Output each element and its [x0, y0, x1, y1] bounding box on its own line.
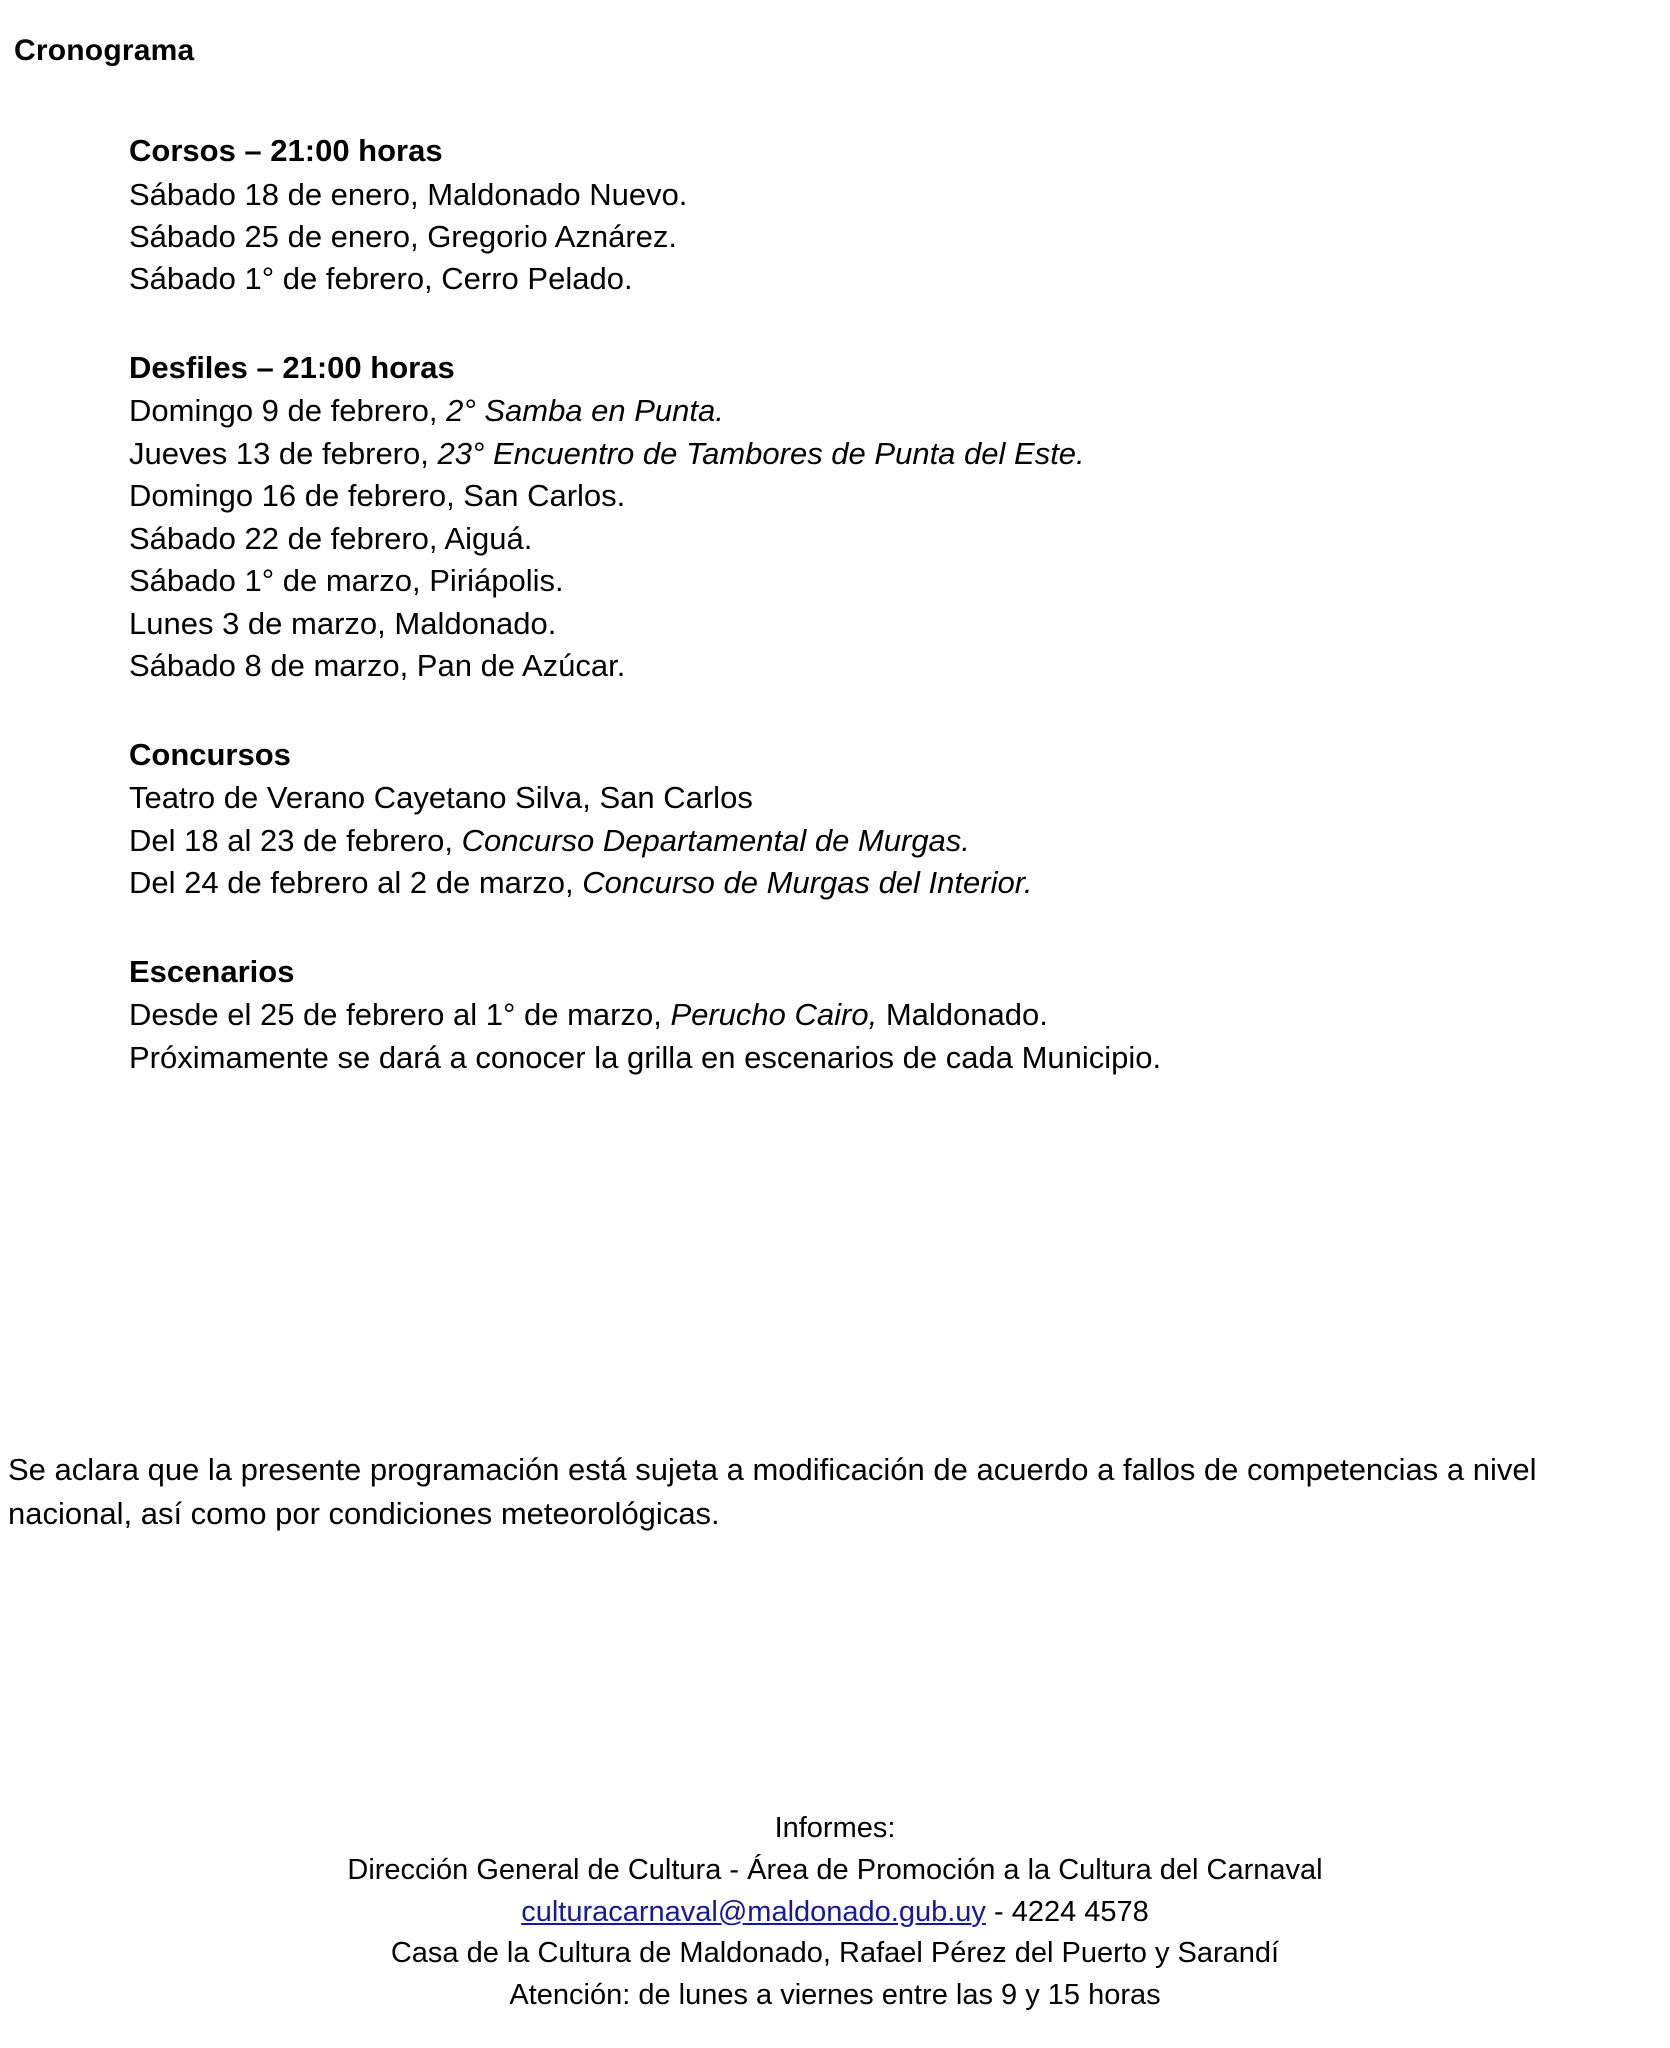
schedule-line — [129, 603, 1656, 645]
footer-hours: Atención: de lunes a viernes entre las 9 y 15 horas — [509, 1979, 1161, 2011]
line-text: Sábado 1° de marzo, Piriápolis. — [129, 563, 564, 599]
phone-number: 4224 4578 — [1011, 1895, 1149, 1928]
disclaimer-paragraph: Se aclara que la presente programación está sujeta a modificación de acuerdo a fallos de competencias a nivel nacional, así como por condiciones meteorológicas. — [8, 1452, 1537, 1532]
line-text: Sábado 22 de febrero, Aiguá. — [129, 520, 533, 556]
schedule-line — [129, 1037, 1656, 1079]
schedule-line — [129, 820, 1656, 862]
footer-organization: Dirección General de Cultura - Área de Promoción a la Cultura del Carnaval — [347, 1853, 1323, 1886]
email-link[interactable]: culturacarnaval@maldonado.gub.uy — [521, 1895, 986, 1928]
line-text: Domingo 16 de febrero, San Carlos. — [129, 478, 626, 514]
line-text: Lunes 3 de marzo, Maldonado. — [129, 605, 557, 641]
line-text: Sábado 18 de enero, Maldonado Nuevo. — [129, 176, 688, 212]
line-text: Del 24 de febrero al 2 de marzo, — [129, 865, 583, 901]
footer-informes-label: Informes: — [774, 1812, 896, 1844]
line-text: Desde el 25 de febrero al 1° de marzo, — [129, 997, 671, 1033]
section-heading-concursos: Concursos — [129, 736, 291, 772]
line-text: Sábado 8 de marzo, Pan de Azúcar. — [129, 648, 626, 684]
line-text: Próximamente se dará a conocer la grilla en escenarios de cada Municipio. — [129, 1039, 1162, 1075]
line-text: Jueves 13 de febrero, — [129, 435, 438, 471]
schedule-line — [129, 560, 1656, 602]
line-title-italic: Concurso Departamental de Murgas. — [461, 822, 970, 858]
page-title: Cronograma — [14, 34, 195, 67]
schedule-line — [129, 433, 1656, 475]
schedule-body — [14, 130, 1656, 1079]
schedule-line — [129, 862, 1656, 904]
section-corsos — [129, 130, 1656, 301]
schedule-line — [129, 645, 1656, 687]
line-text: Sábado 1° de febrero, Cerro Pelado. — [129, 261, 633, 297]
footer-address: Casa de la Cultura de Maldonado, Rafael Pérez del Puerto y Sarandí — [390, 1937, 1280, 1970]
schedule-line — [129, 475, 1656, 517]
section-heading-escenarios: Escenarios — [129, 953, 295, 989]
line-text: Teatro de Verano Cayetano Silva, San Carlos — [129, 780, 753, 816]
line-title-italic: Perucho Cairo, — [670, 997, 878, 1033]
schedule-line — [129, 518, 1656, 560]
phone-separator: - — [985, 1895, 1012, 1928]
line-title-italic: Concurso de Murgas del Interior. — [582, 865, 1033, 901]
line-title-italic: 2° Samba en Punta. — [446, 393, 724, 429]
schedule-line — [129, 390, 1656, 432]
footer-contact-block — [0, 1808, 1670, 2017]
section-desfiles — [129, 347, 1656, 688]
line-text: Domingo 9 de febrero, — [129, 393, 447, 429]
section-escenarios — [129, 951, 1656, 1079]
schedule-line — [129, 174, 1656, 216]
schedule-line — [129, 777, 1656, 819]
schedule-line — [129, 258, 1656, 300]
footer-email-phone — [0, 1892, 1670, 1934]
section-concursos — [129, 734, 1656, 905]
schedule-line — [129, 994, 1656, 1036]
line-text: Del 18 al 23 de febrero, — [129, 822, 462, 858]
section-heading-corsos: Corsos – 21:00 horas — [129, 133, 443, 168]
line-title-italic: 23° Encuentro de Tambores de Punta del Este. — [437, 435, 1085, 471]
line-text-after: Maldonado. — [877, 997, 1048, 1033]
line-text: Sábado 25 de enero, Gregorio Aznárez. — [129, 219, 678, 254]
section-heading-desfiles: Desfiles – 21:00 horas — [129, 349, 455, 385]
schedule-line — [129, 216, 1656, 258]
